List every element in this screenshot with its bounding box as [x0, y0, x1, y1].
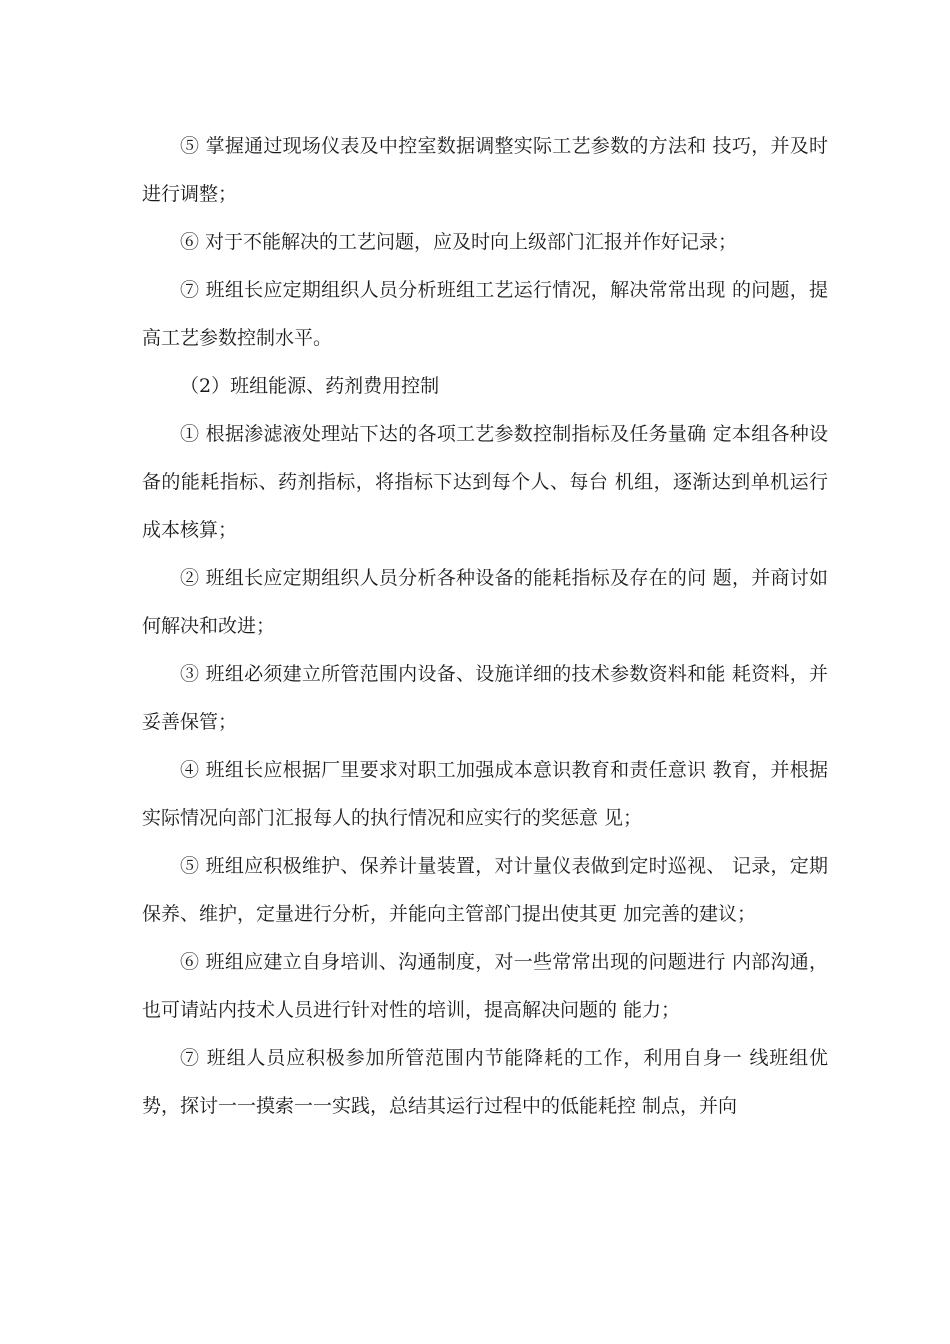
paragraph-item-6-training-communication: ⑥ 班组应建立自身培训、沟通制度，对一些常常出现的问题进行 内部沟通，也可请站内技术人员进行针对性的培训，提高解决问题的 能力； [142, 951, 828, 1021]
paragraph-item-5-metering-maintenance: ⑤ 班组应积极维护、保养计量装置，对计量仪表做到定时巡视、 记录，定期保养、维护，定量进行分析，并能向主管部门提出使其更 加完善的建议； [142, 855, 828, 925]
paragraph-item-4-cost-awareness: ④ 班组长应根据厂里要求对职工加强成本意识教育和责任意识 教育，并根据实际情况向部门汇报每人的执行情况和应实行的奖惩意 见； [142, 759, 828, 829]
paragraph-item-7-energy-saving: ⑦ 班组人员应积极参加所管范围内节能降耗的工作，利用自身一 线班组优势，探讨一一摸索一一实践，总结其运行过程中的低能耗控 制点，并向 [142, 1047, 828, 1117]
paragraph-item-7-analyze-operation: ⑦ 班组长应定期组织人员分析班组工艺运行情况，解决常常出现 的问题，提高工艺参数控制水平。 [142, 279, 828, 349]
section-heading-energy-cost-control: （2）班组能源、药剂费用控制 [180, 375, 440, 397]
paragraph-item-6-report-issues: ⑥ 对于不能解决的工艺问题，应及时向上级部门汇报并作好记录； [180, 231, 738, 253]
paragraph-item-5-process-adjustment: ⑤ 掌握通过现场仪表及中控室数据调整实际工艺参数的方法和 技巧，并及时进行调整； [142, 135, 828, 205]
paragraph-item-1-energy-indicators: ① 根据渗滤液处理站下达的各项工艺参数控制指标及任务量确 定本组各种设备的能耗指标、药剂指标，将指标下达到每个人、每台 机组，逐渐达到单机运行成本核算； [142, 423, 828, 541]
paragraph-item-3-technical-records: ③ 班组必须建立所管范围内设备、设施详细的技术参数资料和能 耗资料，并妥善保管； [142, 663, 828, 733]
paragraph-item-2-analyze-energy: ② 班组长应定期组织人员分析各种设备的能耗指标及存在的问 题，并商讨如何解决和改进； [142, 567, 828, 637]
document-body [142, 122, 828, 1130]
